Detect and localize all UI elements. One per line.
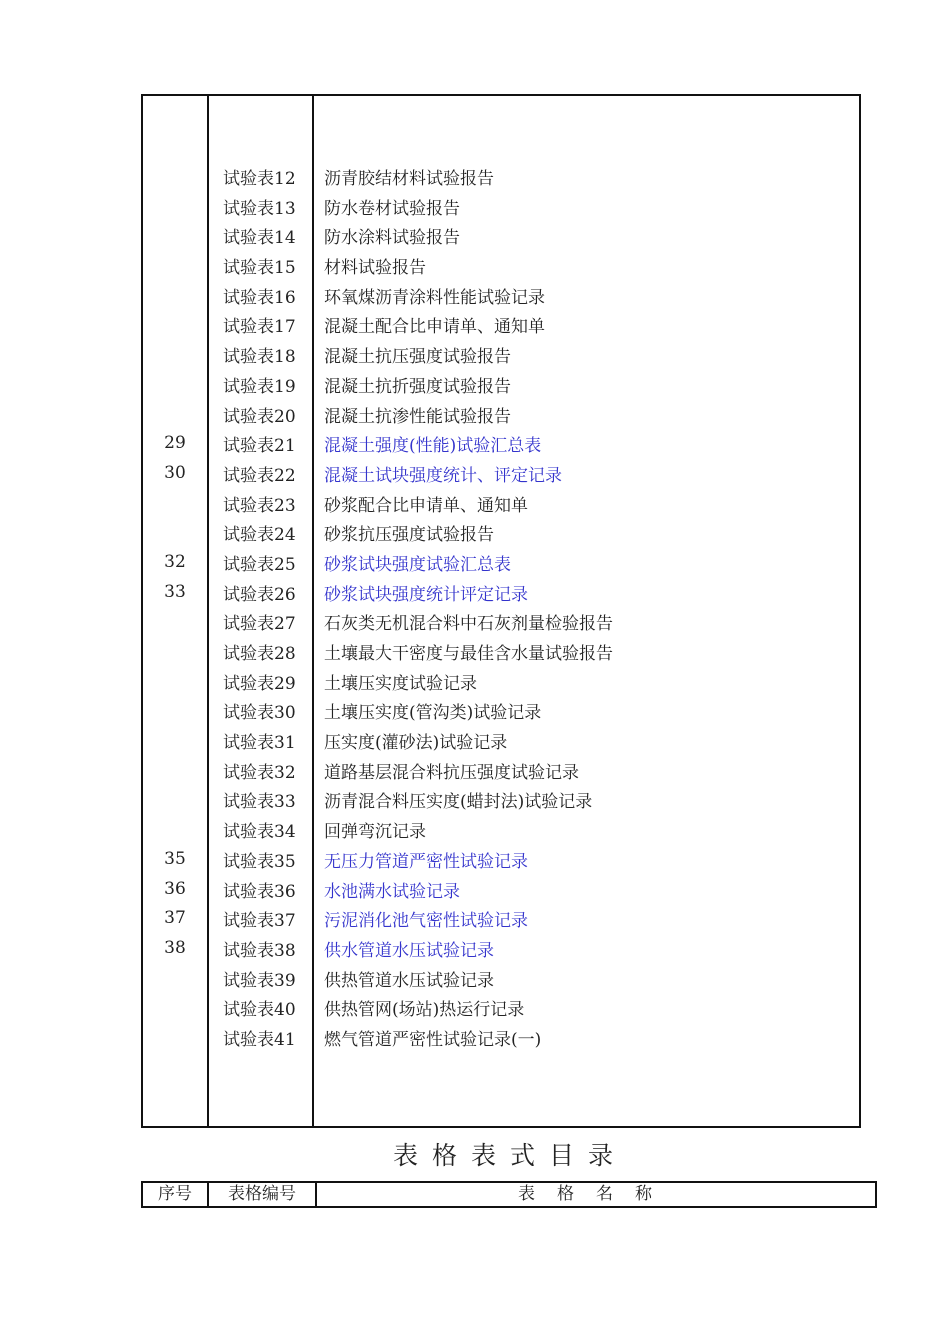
row-code: 试验表22 <box>223 465 296 486</box>
row-code: 试验表13 <box>223 198 296 219</box>
row-code: 试验表37 <box>223 911 296 932</box>
row-name: 混凝土抗压强度试验报告 <box>324 347 511 368</box>
row-name-link[interactable]: 砂浆试块强度统计评定记录 <box>324 584 528 605</box>
row-seq: 35 <box>164 848 186 869</box>
row-seq: 38 <box>164 937 186 958</box>
row-code: 试验表25 <box>223 554 296 575</box>
row-name-link[interactable]: 无压力管道严密性试验记录 <box>324 851 528 872</box>
row-name: 燃气管道严密性试验记录(一) <box>324 1029 542 1050</box>
row-code: 试验表16 <box>223 287 296 308</box>
row-seq: 33 <box>164 581 186 602</box>
row-code: 试验表29 <box>223 673 296 694</box>
table-row[interactable] <box>143 878 859 908</box>
row-name: 石灰类无机混合料中石灰剂量检验报告 <box>324 614 613 635</box>
row-name-link[interactable]: 水池满水试验记录 <box>324 881 460 902</box>
catalog-rows <box>143 165 859 1056</box>
table-row <box>143 729 859 759</box>
row-code: 试验表20 <box>223 406 296 427</box>
row-code: 试验表21 <box>223 436 296 457</box>
row-code: 试验表27 <box>223 614 296 635</box>
header-code: 表格编号 <box>228 1184 296 1204</box>
row-code: 试验表23 <box>223 495 296 516</box>
row-seq: 36 <box>164 878 186 899</box>
table-row <box>143 403 859 433</box>
row-code: 试验表26 <box>223 584 296 605</box>
table-row <box>143 224 859 254</box>
table-row <box>143 195 859 225</box>
table-row <box>143 165 859 195</box>
table-row[interactable] <box>143 848 859 878</box>
row-name: 道路基层混合料抗压强度试验记录 <box>324 762 579 783</box>
row-code: 试验表19 <box>223 376 296 397</box>
row-name: 回弹弯沉记录 <box>324 822 426 843</box>
row-name: 防水卷材试验报告 <box>324 198 460 219</box>
table-row <box>143 492 859 522</box>
row-code: 试验表34 <box>223 822 296 843</box>
row-code: 试验表18 <box>223 347 296 368</box>
table-row[interactable] <box>143 462 859 492</box>
table-row <box>143 759 859 789</box>
table-row <box>143 1026 859 1056</box>
row-name-link[interactable]: 砂浆试块强度试验汇总表 <box>324 554 511 575</box>
row-name: 环氧煤沥青涂料性能试验记录 <box>324 287 545 308</box>
table-row[interactable] <box>143 432 859 462</box>
catalog-table <box>141 94 861 1128</box>
row-seq: 32 <box>164 551 186 572</box>
header-name: 表格名称 <box>518 1184 674 1204</box>
row-name: 混凝土配合比申请单、通知单 <box>324 317 545 338</box>
table-row <box>143 254 859 284</box>
row-code: 试验表40 <box>223 1000 296 1021</box>
row-code: 试验表31 <box>223 733 296 754</box>
catalog-title: 表格表式目录 <box>392 1141 627 1170</box>
row-code: 试验表36 <box>223 881 296 902</box>
table-row <box>143 373 859 403</box>
table-row <box>143 699 859 729</box>
row-name: 压实度(灌砂法)试验记录 <box>324 733 508 754</box>
row-name-link[interactable]: 混凝土强度(性能)试验汇总表 <box>324 436 542 457</box>
row-name-link[interactable]: 混凝土试块强度统计、评定记录 <box>324 465 562 486</box>
table-row[interactable] <box>143 581 859 611</box>
table-row[interactable] <box>143 937 859 967</box>
row-code: 试验表12 <box>223 169 296 189</box>
row-name: 沥青胶结材料试验报告 <box>324 169 494 189</box>
row-code: 试验表30 <box>223 703 296 724</box>
table-row <box>143 284 859 314</box>
table-row[interactable] <box>143 551 859 581</box>
row-name: 混凝土抗折强度试验报告 <box>324 376 511 397</box>
table-row <box>143 788 859 818</box>
table-row[interactable] <box>143 907 859 937</box>
row-name: 土壤最大干密度与最佳含水量试验报告 <box>324 644 613 664</box>
header-seq: 序号 <box>158 1184 192 1204</box>
row-name: 混凝土抗渗性能试验报告 <box>324 406 511 427</box>
row-name: 材料试验报告 <box>324 258 426 279</box>
table-row <box>143 521 859 551</box>
row-code: 试验表35 <box>223 851 296 872</box>
table-row <box>143 996 859 1026</box>
row-seq: 29 <box>164 433 186 454</box>
row-name: 砂浆配合比申请单、通知单 <box>324 495 528 516</box>
row-name: 沥青混合料压实度(蜡封法)试验记录 <box>324 792 593 813</box>
row-code: 试验表41 <box>223 1029 296 1050</box>
row-name: 土壤压实度试验记录 <box>324 673 477 694</box>
row-name: 供热管网(场站)热运行记录 <box>324 1000 525 1021</box>
row-code: 试验表28 <box>223 644 296 664</box>
row-code: 试验表24 <box>223 525 296 546</box>
row-name-link[interactable]: 污泥消化池气密性试验记录 <box>324 911 528 932</box>
row-code: 试验表39 <box>223 970 296 991</box>
row-name: 土壤压实度(管沟类)试验记录 <box>324 703 542 724</box>
row-code: 试验表15 <box>223 258 296 279</box>
row-name: 防水涂料试验报告 <box>324 228 460 249</box>
table-row <box>143 670 859 700</box>
row-code: 试验表17 <box>223 317 296 338</box>
row-code: 试验表14 <box>223 228 296 249</box>
row-seq: 30 <box>164 462 186 483</box>
table-row <box>143 313 859 343</box>
row-code: 试验表33 <box>223 792 296 813</box>
table-row <box>143 967 859 997</box>
table-row <box>143 610 859 640</box>
table-row <box>143 640 859 670</box>
row-name: 供热管道水压试验记录 <box>324 970 494 991</box>
row-code: 试验表32 <box>223 762 296 783</box>
row-code: 试验表38 <box>223 940 296 961</box>
catalog-header-row <box>141 1181 877 1208</box>
row-name-link[interactable]: 供水管道水压试验记录 <box>324 940 494 961</box>
table-row <box>143 818 859 848</box>
row-name: 砂浆抗压强度试验报告 <box>324 525 494 546</box>
row-seq: 37 <box>164 908 186 929</box>
table-row <box>143 343 859 373</box>
